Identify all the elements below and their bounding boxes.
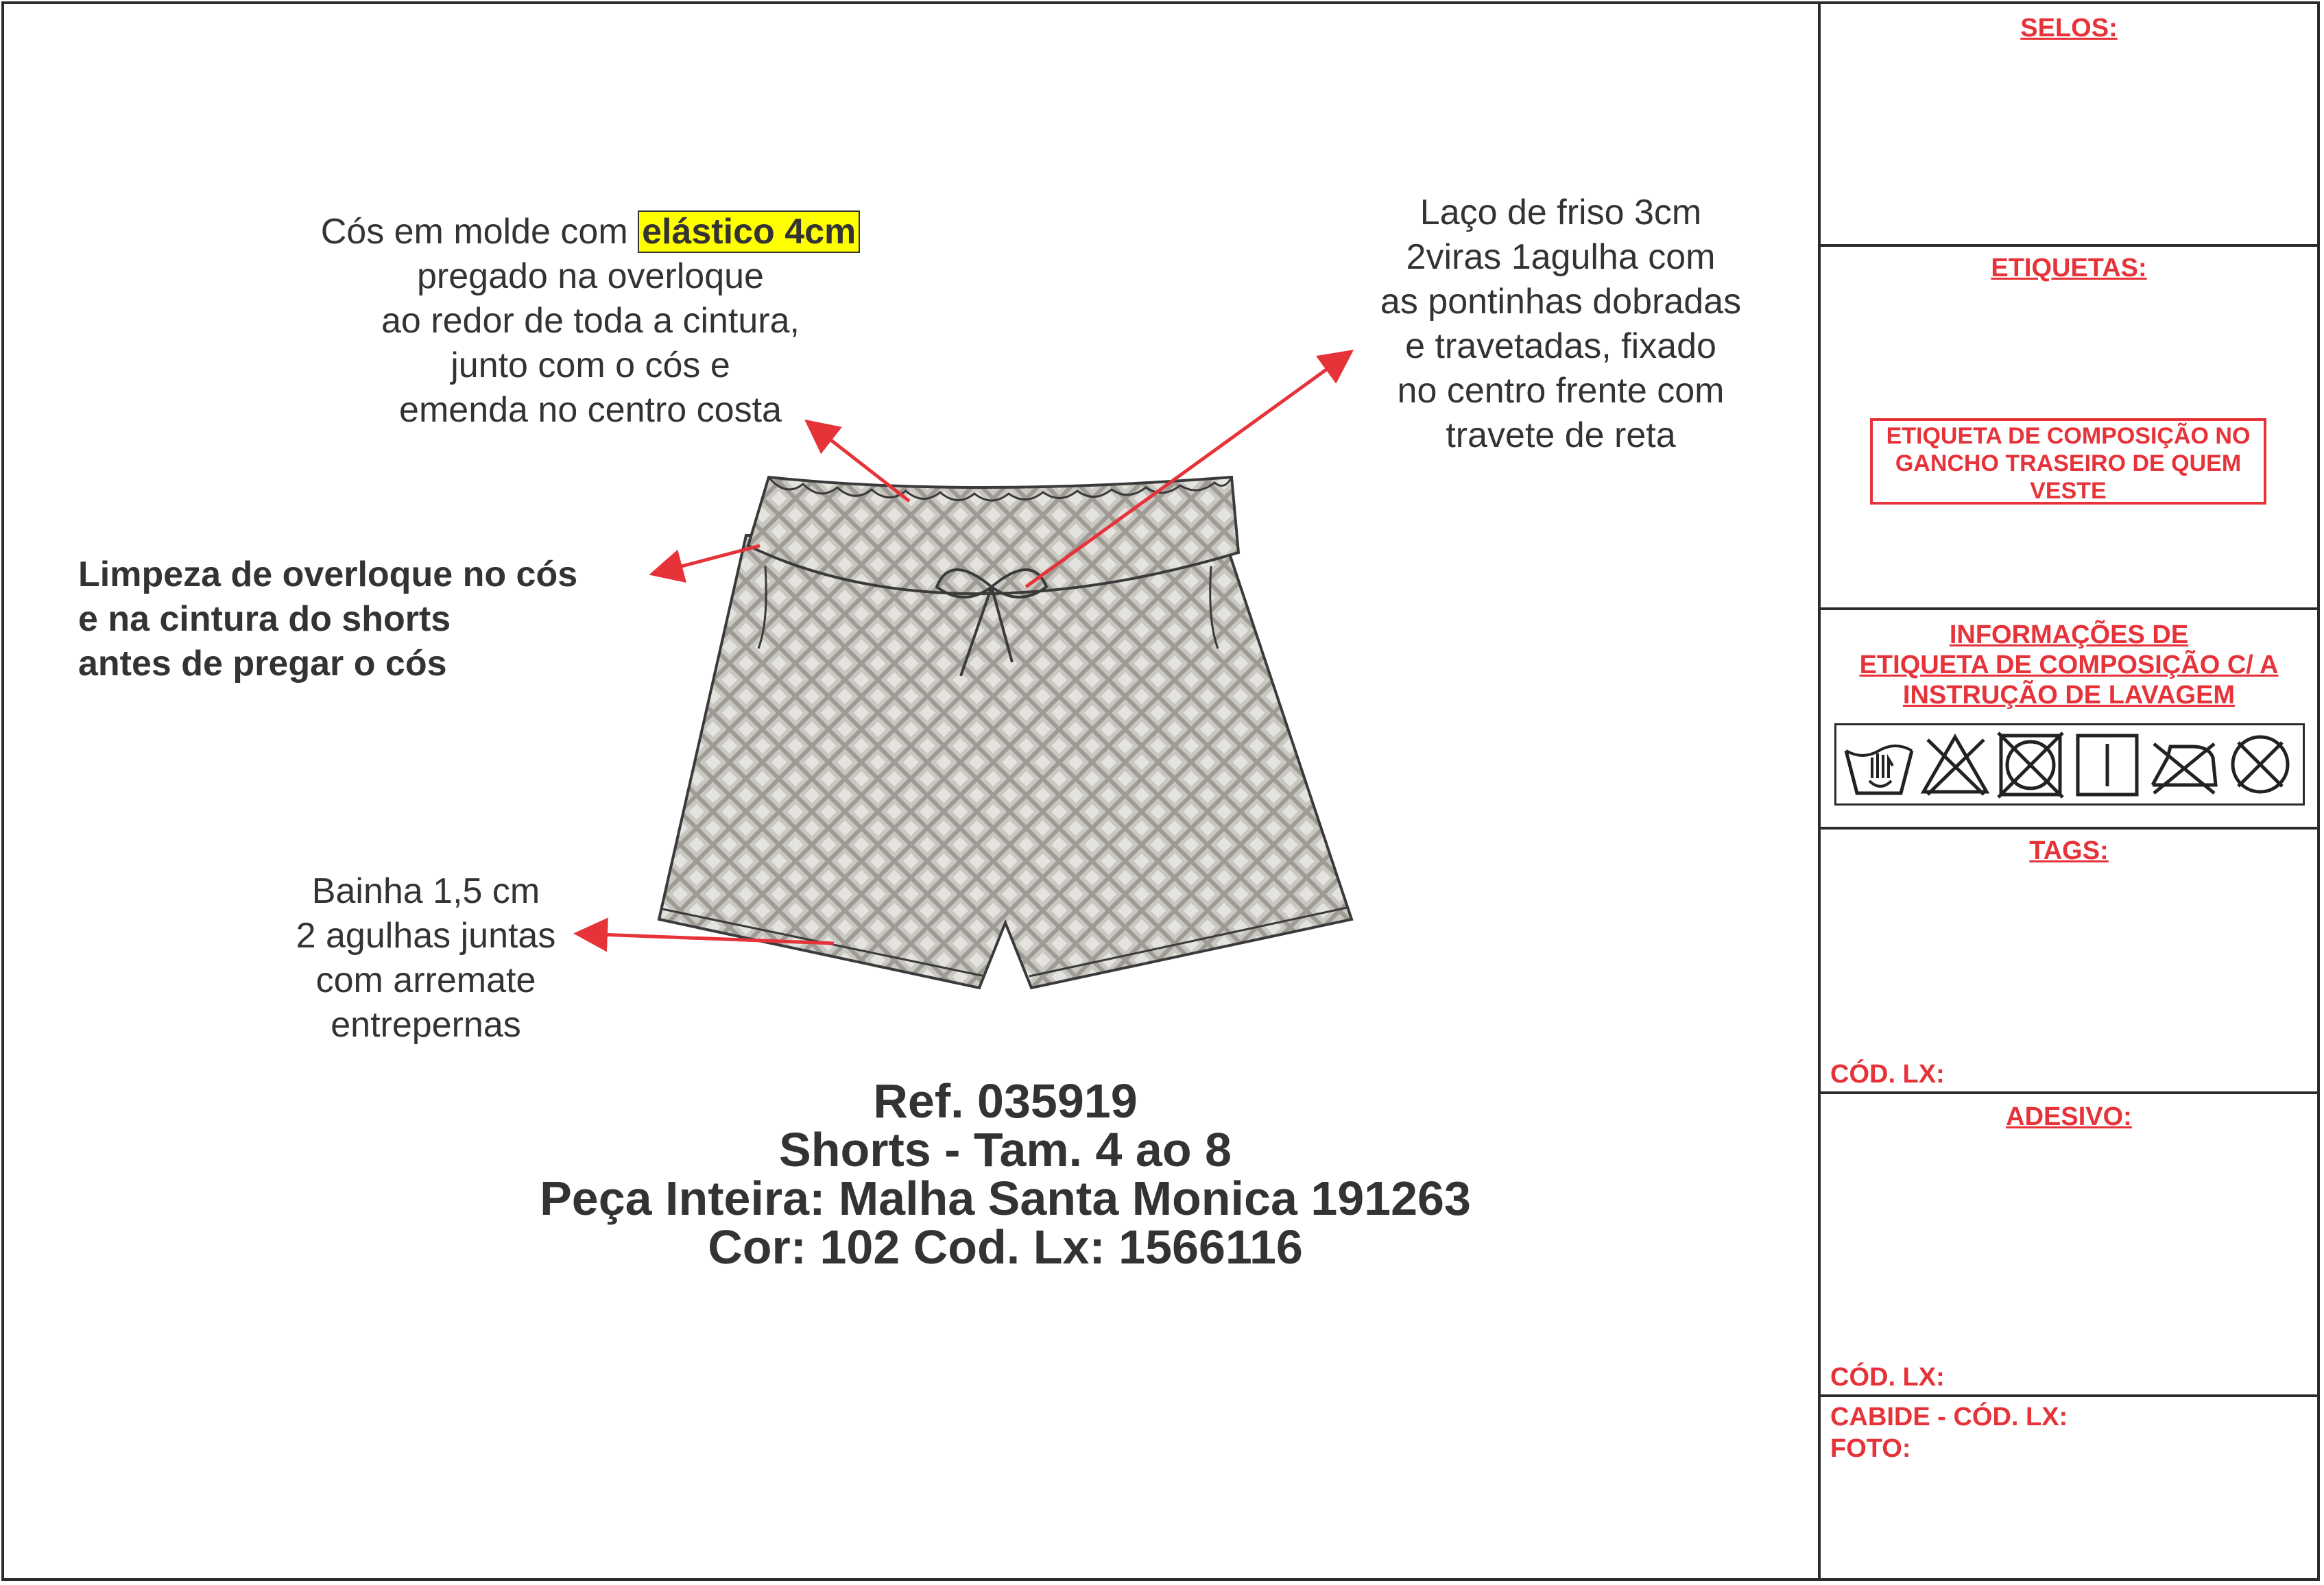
cabide-cod-lx: CABIDE - CÓD. LX:: [1830, 1403, 2068, 1431]
adesivo-section: [1821, 1094, 2317, 1397]
hem-note-line: entrepernas: [331, 1005, 521, 1045]
care-info-section: [1821, 610, 2317, 830]
adesivo-cod-lx: CÓD. LX:: [1830, 1363, 1945, 1392]
waistband-note-line: emenda no centro costa: [399, 390, 782, 430]
etiquetas-section: [1821, 247, 2317, 610]
hem-note-line: Bainha 1,5 cm: [311, 871, 540, 911]
do-not-iron-icon: [2147, 730, 2221, 799]
ref-fabric: Peça Inteira: Malha Santa Monica 191263: [540, 1172, 1471, 1225]
bow-note-line: Laço de friso 3cm: [1419, 193, 1702, 232]
sidebar-panel: [1818, 4, 2317, 1578]
care-info-title-line: INSTRUÇÃO DE LAVAGEM: [1902, 681, 2236, 710]
waistband-note-line: ao redor de toda a cintura,: [381, 301, 800, 341]
etiquetas-title: ETIQUETAS:: [1991, 254, 2147, 282]
cabide-section: [1821, 1397, 2317, 1578]
tags-section: [1821, 830, 2317, 1094]
selos-title: SELOS:: [2020, 14, 2118, 43]
selos-section: [1821, 4, 2317, 247]
hem-note-line: com arremate: [315, 960, 536, 1000]
tags-title: TAGS:: [2029, 836, 2109, 865]
ref-product: Shorts - Tam. 4 ao 8: [779, 1123, 1232, 1176]
ref-number: Ref. 035919: [873, 1074, 1138, 1128]
hand-wash-icon: [1842, 730, 1916, 799]
elastic-highlight: elástico 4cm: [638, 210, 860, 253]
hem-note-line: 2 agulhas juntas: [296, 916, 556, 956]
composition-label-line: GANCHO TRASEIRO DE QUEM: [1895, 450, 2242, 476]
do-not-tumble-dry-icon: [1994, 730, 2068, 799]
do-not-bleach-icon: [1918, 730, 1992, 799]
waistband-note-text: Cós em molde com: [320, 212, 628, 252]
overlock-note-line: antes de pregar o cós: [78, 644, 447, 683]
adesivo-title: ADESIVO:: [2006, 1102, 2132, 1131]
composition-label-box: [1870, 418, 2266, 505]
overlock-note-line: e na cintura do shorts: [78, 599, 451, 639]
ref-color-code: Cor: 102 Cod. Lx: 1566116: [708, 1220, 1303, 1274]
do-not-dry-clean-icon: [2223, 730, 2297, 799]
bow-note-line: no centro frente com: [1397, 371, 1725, 411]
shorts-outline: [659, 535, 1352, 988]
line-dry-icon: [2071, 730, 2145, 799]
care-info-title-line: ETIQUETA DE COMPOSIÇÃO C/ A: [1859, 651, 2279, 679]
bow-note-line: as pontinhas dobradas: [1380, 282, 1742, 322]
foto-label: FOTO:: [1830, 1434, 1911, 1463]
bow-note-line: 2viras 1agulha com: [1406, 237, 1716, 277]
composition-label-line: ETIQUETA DE COMPOSIÇÃO NO: [1886, 423, 2251, 449]
tags-cod-lx: CÓD. LX:: [1830, 1060, 1945, 1089]
reference-block: [388, 1074, 1622, 1274]
composition-label-line: VESTE: [2030, 478, 2107, 504]
care-info-title-line: INFORMAÇÕES DE: [1949, 620, 2189, 649]
tech-sheet: [1, 1, 2320, 1581]
care-symbols-box: [1834, 723, 2305, 806]
bow-note-line: travete de reta: [1446, 415, 1676, 455]
waistband-note-line: pregado na overloque: [417, 256, 764, 296]
bow-note-line: e travetadas, fixado: [1405, 326, 1716, 366]
garment-illustration: [4, 4, 1814, 1574]
waistband-note-line: junto com o cós e: [451, 346, 730, 385]
overlock-note-line: Limpeza de overloque no cós: [78, 555, 578, 594]
care-info-title: [1821, 620, 2317, 710]
